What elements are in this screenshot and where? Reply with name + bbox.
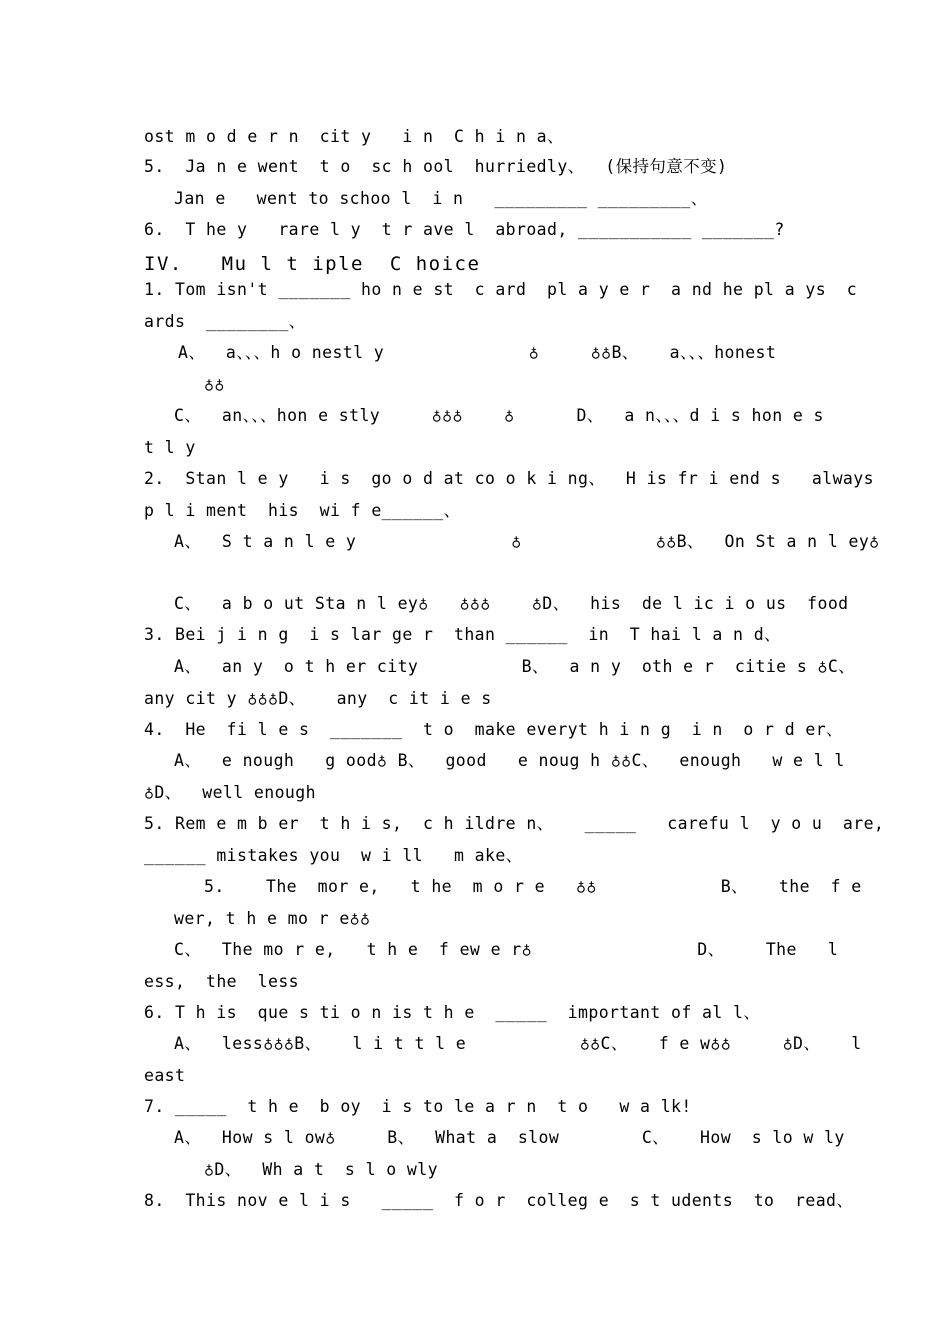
question-5-answer-line: Jan e went to schoo l i n _________ _________、	[174, 189, 708, 208]
mc-q1-options-ab: A、 a、、、h o nestl y ♁ ♁♁B、 a、、、honest	[178, 343, 777, 362]
mc-question-4: 4. He fi l e s _______ t o make everyt h i n g i n o r d er、	[144, 720, 843, 739]
question-6-transform: 6. T he y rare l y t r ave l abroad, ___________ _______?	[144, 220, 785, 239]
mc-q3-options-cont: any cit y ♁♁♁D、 any c it i e s	[144, 689, 492, 708]
mc-question-3: 3. Bei j i n g i s lar ge r than ______ in T hai l a n d、	[144, 625, 781, 644]
section-heading: IV. Mu l t iple C hoice	[144, 253, 481, 275]
mc-q1-options-ab-cont: ♁♁	[204, 375, 225, 394]
mc-q1-options-cd: C、 an、、、hon e stly ♁♁♁ ♁ D、 a n、、、d i s hon e s	[174, 406, 824, 425]
mc-q2-options-cd: C、 a b o ut Sta n l ey♁ ♁♁♁ ♁D、 his de l ic i o us food	[174, 594, 849, 613]
mc-q5-options-cd: C、 The mo r e, t h e f ew e r♁ D、 The l	[174, 940, 839, 959]
mc-q3-options-abc: A、 an y o t h er city B、 a n y oth e r citie s ♁C、	[174, 657, 856, 676]
mc-q1-options-cd-cont: t l y	[144, 438, 196, 457]
mc-q6-options: A、 less♁♁♁B、 l i t t l e ♁♁C、 f e w♁♁ ♁D、 l	[174, 1034, 862, 1053]
mc-q4-options-abc: A、 e nough g ood♁ B、 good e noug h ♁♁C、 enough w e l l	[174, 751, 845, 770]
mc-q7-options-d: ♁D、 Wh a t s l o wly	[204, 1160, 438, 1179]
mc-question-1: 1. Tom isn't _______ ho n e st c ard pl a y e r a nd he pl a ys c	[144, 280, 858, 299]
mc-q6-options-cont: east	[144, 1066, 186, 1085]
mc-question-1-cont: ards ________、	[144, 312, 306, 331]
question-5-transform: 5. Ja n e went t o sc h ool hurriedly、 (保持句意不变)	[144, 157, 728, 176]
mc-q5-options-ab-cont: wer, t h e mo r e♁♁	[174, 909, 371, 928]
mc-question-2-cont: p l i ment his wi f e______、	[144, 501, 461, 520]
mc-q2-options-ab: A、 S t a n l e y ♁ ♁♁B、 On St a n l ey♁	[174, 532, 880, 551]
mc-question-5: 5. Rem e m b er t h i s, c h ildre n、 _____ carefu l y o u are,	[144, 814, 885, 833]
mc-q4-options-cont: ♁D、 well enough	[144, 783, 316, 802]
mc-q5-options-cd-cont: ess, the less	[144, 972, 300, 991]
mc-q7-options-abc: A、 How s l ow♁ B、 What a slow C、 How s lo w ly	[174, 1128, 845, 1147]
text-line: ost m o d e r n cit y i n C h i n a、	[144, 127, 564, 146]
mc-q5-options-ab: 5. The mor e, t he m o r e ♁♁ B、 the f e	[204, 877, 862, 896]
mc-question-6: 6. T h is que s ti o n is t h e _____ important of al l、	[144, 1003, 761, 1022]
mc-question-2: 2. Stan l e y i s go o d at co o k i ng、 H is fr i end s always	[144, 469, 874, 488]
mc-question-7: 7. _____ t h e b oy i s to le a r n t o w a lk!	[144, 1097, 692, 1116]
mc-question-8: 8. This nov e l i s _____ f o r colleg e s t udents to read、	[144, 1191, 854, 1210]
mc-question-5-cont: ______ mistakes you w i ll m ake、	[144, 846, 523, 865]
